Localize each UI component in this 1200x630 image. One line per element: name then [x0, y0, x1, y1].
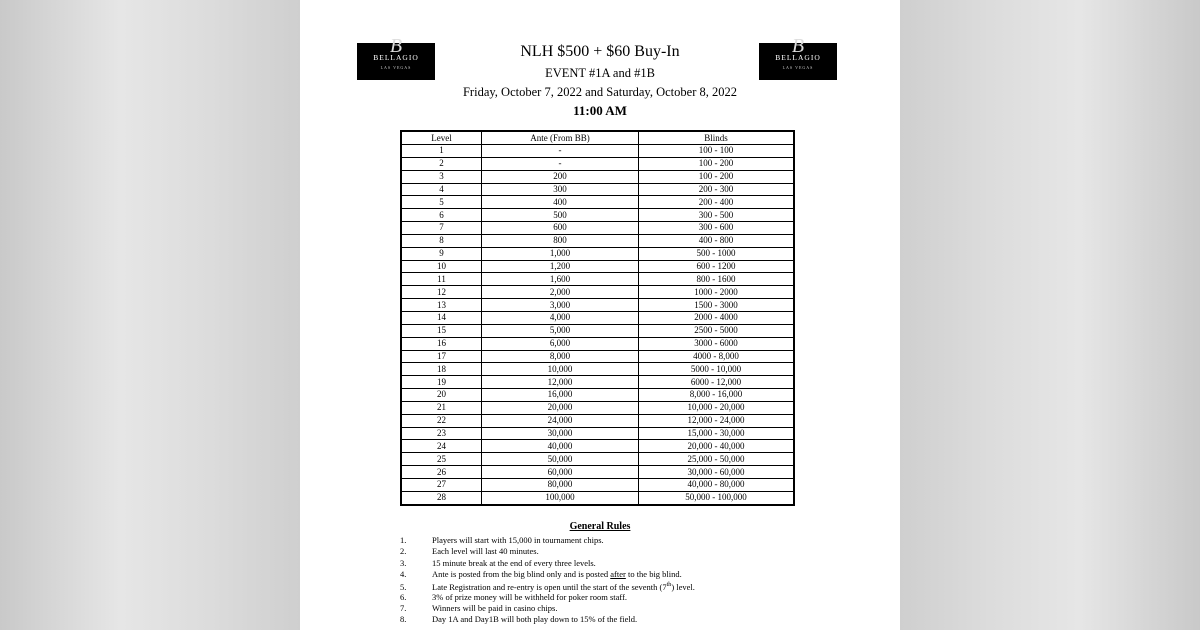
rule-text-start: Ante is posted from the big blind only and is posted	[432, 568, 611, 579]
rule-number: 2.	[400, 546, 407, 557]
blinds-cell: 600 - 1200	[639, 260, 795, 273]
structure-table	[400, 130, 795, 506]
table-row	[401, 401, 794, 414]
event-name: EVENT #1A and #1B	[545, 66, 655, 80]
level-cell: 16	[401, 337, 482, 350]
level-cell: 7	[401, 222, 482, 235]
ante-cell: -	[482, 157, 639, 170]
ante-cell: 2,000	[482, 286, 639, 299]
table-row	[401, 222, 794, 235]
level-cell: 27	[401, 478, 482, 491]
table-row	[401, 491, 794, 504]
rule-text-end: to the big blind.	[625, 568, 682, 579]
level-cell: 20	[401, 389, 482, 402]
level-cell: 13	[401, 299, 482, 312]
rule-item	[400, 580, 695, 592]
rule-item	[400, 546, 539, 556]
table-row	[401, 183, 794, 196]
rule-text: 3% of prize money will be withheld for poker room staff.	[432, 591, 628, 602]
level-cell: 14	[401, 311, 482, 324]
ante-cell: 80,000	[482, 478, 639, 491]
table-row	[401, 324, 794, 337]
blinds-cell: 12,000 - 24,000	[639, 414, 795, 427]
ante-cell: 30,000	[482, 427, 639, 440]
table-row	[401, 273, 794, 286]
right-blurred-background	[900, 0, 1200, 630]
rule-text: Winners will be paid in casino chips.	[432, 602, 558, 613]
level-cell: 12	[401, 286, 482, 299]
table-row	[401, 478, 794, 491]
blinds-cell: 100 - 100	[639, 145, 795, 158]
blinds-cell: 10,000 - 20,000	[639, 401, 795, 414]
ante-cell: 500	[482, 209, 639, 222]
level-cell: 19	[401, 376, 482, 389]
blinds-cell: 4000 - 8,000	[639, 350, 795, 363]
rule-item	[400, 614, 637, 624]
header-ante: Ante (From BB)	[482, 131, 639, 145]
rule-number: 8.	[400, 614, 407, 625]
table-row	[401, 260, 794, 273]
level-cell: 15	[401, 324, 482, 337]
blinds-cell: 3000 - 6000	[639, 337, 795, 350]
blinds-cell: 20,000 - 40,000	[639, 440, 795, 453]
bellagio-logo-left: B BELLAGIO LAS VEGAS	[357, 43, 435, 80]
blinds-cell: 300 - 500	[639, 209, 795, 222]
ante-cell: 3,000	[482, 299, 639, 312]
level-cell: 17	[401, 350, 482, 363]
table-row	[401, 363, 794, 376]
blinds-cell: 100 - 200	[639, 170, 795, 183]
rule-text: Players will start with 15,000 in tournament chips.	[432, 535, 604, 545]
rule-number: 3.	[400, 557, 407, 568]
level-cell: 3	[401, 170, 482, 183]
blinds-cell: 200 - 300	[639, 183, 795, 196]
table-row	[401, 170, 794, 183]
bellagio-logo-right: B BELLAGIO LAS VEGAS	[759, 43, 837, 80]
ante-cell: 4,000	[482, 311, 639, 324]
rule-number: 7.	[400, 602, 407, 613]
blinds-cell: 200 - 400	[639, 196, 795, 209]
blinds-cell: 40,000 - 80,000	[639, 478, 795, 491]
document-page	[300, 0, 900, 630]
rule-text: 15 minute break at the end of every three levels.	[432, 557, 596, 568]
level-cell: 21	[401, 401, 482, 414]
level-cell: 1	[401, 145, 482, 158]
rule-number: 4.	[400, 568, 407, 579]
ante-cell: 10,000	[482, 363, 639, 376]
rule-number: 6.	[400, 591, 407, 602]
blinds-cell: 30,000 - 60,000	[639, 466, 795, 479]
ante-cell: 12,000	[482, 376, 639, 389]
blinds-cell: 300 - 600	[639, 222, 795, 235]
table-row	[401, 286, 794, 299]
blinds-cell: 8,000 - 16,000	[639, 389, 795, 402]
rule-item	[400, 569, 682, 579]
ante-cell: 24,000	[482, 414, 639, 427]
table-row	[401, 209, 794, 222]
level-cell: 25	[401, 453, 482, 466]
ante-cell: 16,000	[482, 389, 639, 402]
blinds-cell: 15,000 - 30,000	[639, 427, 795, 440]
ante-cell: -	[482, 145, 639, 158]
ante-cell: 600	[482, 222, 639, 235]
level-cell: 2	[401, 157, 482, 170]
blinds-cell: 800 - 1600	[639, 273, 795, 286]
blinds-cell: 400 - 800	[639, 234, 795, 247]
table-row	[401, 350, 794, 363]
rule-item	[400, 535, 604, 545]
table-row	[401, 299, 794, 312]
table-row	[401, 440, 794, 453]
rule-item	[400, 603, 557, 613]
table-row	[401, 427, 794, 440]
level-cell: 10	[401, 260, 482, 273]
rules-title: General Rules	[569, 521, 631, 532]
ante-cell: 6,000	[482, 337, 639, 350]
ante-cell: 5,000	[482, 324, 639, 337]
ante-cell: 20,000	[482, 401, 639, 414]
ante-cell: 800	[482, 234, 639, 247]
level-cell: 26	[401, 466, 482, 479]
ante-cell: 1,600	[482, 273, 639, 286]
rule-text: Each level will last 40 minutes.	[432, 546, 539, 557]
ante-cell: 50,000	[482, 453, 639, 466]
blinds-cell: 50,000 - 100,000	[639, 491, 795, 504]
header-blinds: Blinds	[639, 131, 795, 145]
table-row	[401, 157, 794, 170]
rule-text-end: ) level.	[671, 582, 695, 593]
rule-superscript: th	[666, 582, 672, 589]
table-row	[401, 247, 794, 260]
level-cell: 9	[401, 247, 482, 260]
table-row	[401, 196, 794, 209]
rule-emphasis: after	[610, 568, 626, 579]
level-cell: 8	[401, 234, 482, 247]
rule-item	[400, 592, 627, 602]
event-dates: Friday, October 7, 2022 and Saturday, October 8, 2022	[462, 85, 737, 99]
ante-cell: 60,000	[482, 466, 639, 479]
blinds-cell: 1500 - 3000	[639, 299, 795, 312]
ante-cell: 40,000	[482, 440, 639, 453]
table-row	[401, 453, 794, 466]
ante-cell: 200	[482, 170, 639, 183]
rule-number: 5.	[400, 582, 407, 593]
table-row	[401, 376, 794, 389]
table-row	[401, 145, 794, 158]
blinds-cell: 100 - 200	[639, 157, 795, 170]
blinds-cell: 2000 - 4000	[639, 311, 795, 324]
start-time: 11:00 AM	[573, 103, 627, 118]
level-cell: 23	[401, 427, 482, 440]
blinds-cell: 6000 - 12,000	[639, 376, 795, 389]
level-cell: 11	[401, 273, 482, 286]
header-level: Level	[401, 131, 482, 145]
table-row	[401, 389, 794, 402]
level-cell: 28	[401, 491, 482, 504]
blinds-cell: 2500 - 5000	[639, 324, 795, 337]
ante-cell: 1,200	[482, 260, 639, 273]
level-cell: 5	[401, 196, 482, 209]
level-cell: 4	[401, 183, 482, 196]
table-row	[401, 337, 794, 350]
ante-cell: 100,000	[482, 491, 639, 504]
rule-text: Day 1A and Day1B will both play down to 15% of the field.	[432, 614, 638, 625]
blinds-cell: 25,000 - 50,000	[639, 453, 795, 466]
rule-number: 1.	[400, 535, 407, 545]
level-cell: 18	[401, 363, 482, 376]
ante-cell: 300	[482, 183, 639, 196]
ante-cell: 8,000	[482, 350, 639, 363]
table-row	[401, 311, 794, 324]
blinds-cell: 500 - 1000	[639, 247, 795, 260]
table-row	[401, 234, 794, 247]
document-title: NLH $500 + $60 Buy-In	[520, 43, 680, 60]
ante-cell: 400	[482, 196, 639, 209]
rule-item	[400, 558, 596, 568]
level-cell: 6	[401, 209, 482, 222]
left-blurred-background	[0, 0, 300, 630]
table-row	[401, 414, 794, 427]
ante-cell: 1,000	[482, 247, 639, 260]
level-cell: 22	[401, 414, 482, 427]
blinds-cell: 5000 - 10,000	[639, 363, 795, 376]
blinds-cell: 1000 - 2000	[639, 286, 795, 299]
rule-text-start: Late Registration and re-entry is open until the start of the seventh (7	[432, 582, 667, 593]
table-row	[401, 466, 794, 479]
table-header-row	[401, 131, 794, 145]
level-cell: 24	[401, 440, 482, 453]
